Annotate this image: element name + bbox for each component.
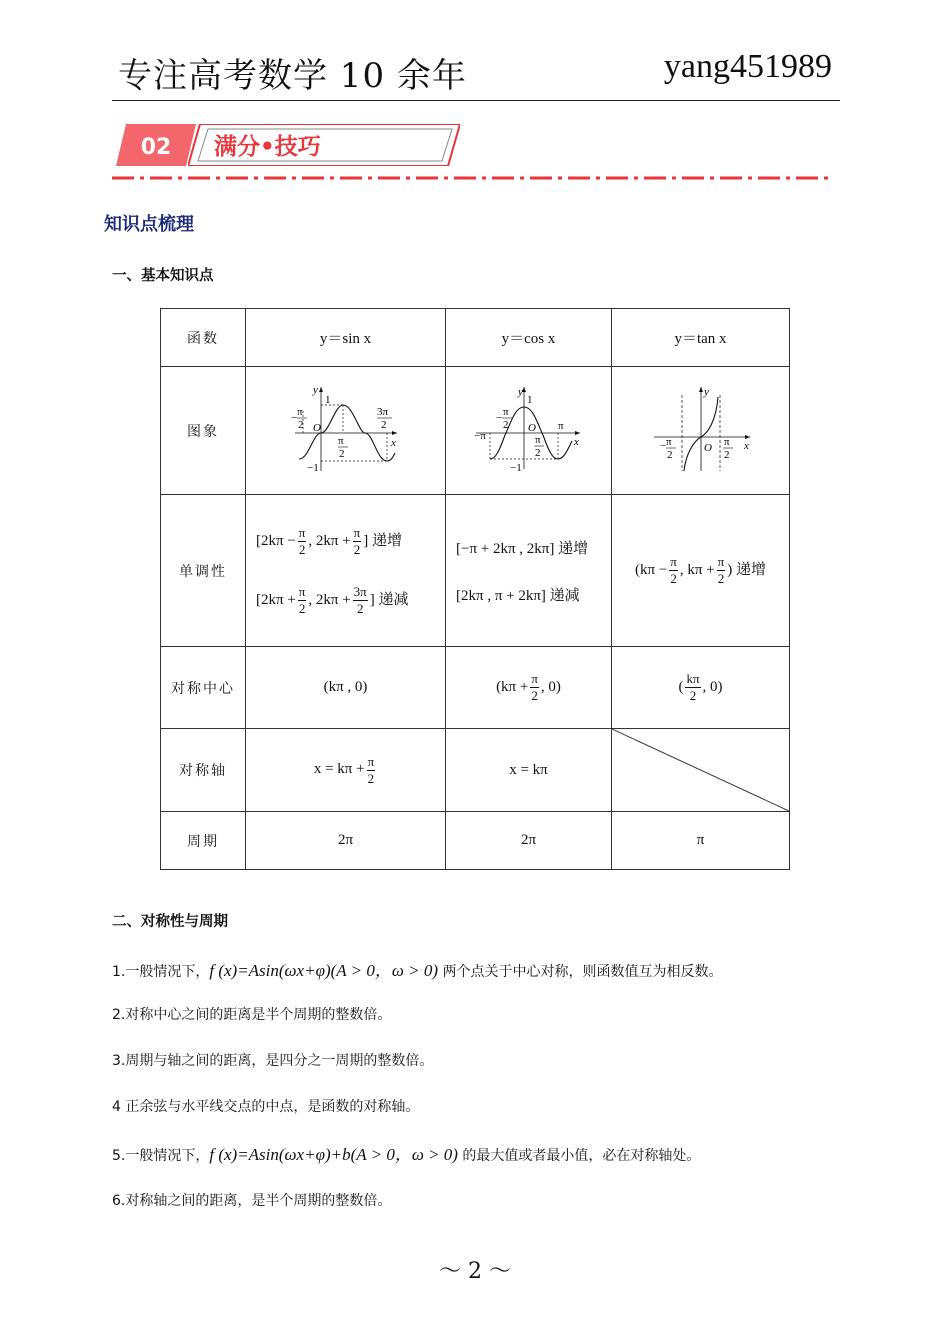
cos-graph-neg-pi: −π [473, 430, 486, 442]
sin-graph-y: y [312, 384, 318, 396]
tan-increasing: (kπ − $\frac{\pi}{2}$ , kπ + $\frac{\pi}{2}$ ) 递增 [635, 554, 766, 586]
row-label-axis: 对称轴 [161, 729, 246, 812]
sin-graph-origin: O [312, 422, 321, 434]
sin-axis: x = kπ + $\frac{\pi}{2}$ [313, 753, 375, 786]
sin-graph-neg-sign: − [290, 412, 297, 424]
row-label-monotonic: 单调性 [161, 495, 246, 647]
cos-graph-half-pi: π [534, 434, 541, 446]
cos-period: 2π [446, 812, 612, 870]
paragraph-3: 3.周期与轴之间的距离，是四分之一周期的整数倍。 [112, 1053, 434, 1069]
header-cell-function: 函数 [161, 309, 246, 367]
sin-graph-two: 2 [338, 448, 344, 460]
sin-period: 2π [246, 812, 446, 870]
tan-graph-cell [612, 367, 790, 495]
header-cell-sin: y＝sin x [246, 309, 446, 367]
sin-decreasing: [2kπ + $\frac{\pi}{2}$ , 2kπ + $\frac{3\pi}{2}$ ] 递减 [256, 583, 409, 616]
cos-graph-origin: O [527, 422, 536, 434]
tan-center: ( $\frac{k\pi}{2}$ , 0) [678, 671, 723, 703]
tan-graph-origin: O [703, 442, 712, 454]
tan-period: π [612, 812, 790, 870]
sin-graph [291, 381, 401, 476]
sin-axis-cell [246, 729, 446, 812]
cos-graph-half-neg-pi: π [502, 406, 509, 418]
sin-graph-one: 1 [324, 394, 330, 406]
tan-graph-neg-two: 2 [666, 449, 672, 461]
paragraph-2: 2.对称中心之间的距离是半个周期的整数倍。 [112, 1007, 392, 1023]
cos-graph-half-two: 2 [534, 447, 540, 459]
cos-graph-x: x [573, 436, 579, 448]
sin-graph-three-pi: 3π [376, 406, 388, 418]
section-title: 知识点梳理 [104, 214, 194, 235]
badge-number: 02 [140, 135, 172, 160]
subsection-title-2: 二、对称性与周期 [112, 914, 228, 930]
header-right-text: yang451989 [663, 48, 832, 85]
tan-axis-cell [612, 729, 790, 812]
page-number: ～ 2 ～ [439, 1259, 511, 1284]
row-label-center: 对称中心 [161, 647, 246, 729]
row-label-period: 周期 [161, 812, 246, 870]
tan-graph [646, 381, 756, 476]
sin-graph-neg-one: −1 [306, 462, 319, 474]
cos-graph-neg-one: −1 [509, 462, 522, 474]
badge-number-shape [116, 124, 196, 166]
sin-graph-pi: π [337, 435, 344, 447]
sin-graph-three-two: 2 [380, 419, 386, 431]
trig-table [160, 308, 790, 870]
header-cell-cos: y＝cos x [446, 309, 612, 367]
tan-graph-neg-sign: − [659, 440, 666, 452]
cos-graph-y: y [517, 386, 523, 398]
sin-center: (kπ , 0) [246, 647, 446, 729]
cos-center: (kπ + $\frac{\pi}{2}$ , 0) [496, 671, 561, 703]
tan-monotonic-cell [612, 495, 790, 647]
cos-decreasing: [2kπ , π + 2kπ] 递减 [456, 587, 580, 604]
cos-graph-one: 1 [526, 394, 532, 406]
sin-graph-neg-two: 2 [297, 419, 303, 431]
sin-graph-cell [246, 367, 446, 495]
cos-graph-cell [446, 367, 612, 495]
paragraph-6: 6.对称轴之间的距离，是半个周期的整数倍。 [112, 1193, 392, 1209]
sin-monotonic-cell [246, 495, 446, 647]
header-cell-tan: y＝tan x [612, 309, 790, 367]
tan-graph-x: x [743, 440, 749, 452]
tan-graph-neg-pi: π [665, 436, 672, 448]
tan-center-cell [612, 647, 790, 729]
subsection-title-1: 一、基本知识点 [112, 268, 214, 284]
tan-graph-pi: π [723, 436, 730, 448]
sin-graph-neg-pi: π [296, 406, 303, 418]
cos-graph [474, 381, 584, 476]
page-header [112, 48, 840, 101]
cos-monotonic-cell [446, 495, 612, 647]
tan-axis-diagonal [612, 729, 789, 811]
cos-center-cell [446, 647, 612, 729]
cos-axis: x = kπ [446, 729, 612, 812]
cos-increasing: [−π + 2kπ , 2kπ] 递增 [456, 540, 589, 557]
sin-increasing: [2kπ − $\frac{\pi}{2}$ , 2kπ + $\frac{\pi}{2}$ ] 递增 [256, 524, 402, 557]
cos-graph-pi: π [557, 420, 564, 432]
sin-graph-x: x [390, 437, 396, 449]
paragraph-4: 4 正余弦与水平线交点的中点，是函数的对称轴。 [112, 1099, 420, 1115]
paragraph-1: 1.一般情况下，f (x)=Asin(ωx+φ)(A > 0，ω > 0) 两个点关于中心对称，则函数值互为相反数。 [112, 961, 723, 980]
badge-title: 满分•技巧 [214, 134, 321, 160]
header-left-text: 专注高考数学 10 余年 [118, 56, 467, 96]
row-label-graph: 图象 [161, 367, 246, 495]
cos-graph-half-neg-two: 2 [502, 419, 508, 431]
cos-graph-neg-sign: − [495, 412, 502, 424]
tan-graph-two: 2 [723, 449, 729, 461]
paragraph-5: 5.一般情况下，f (x)=Asin(ωx+φ)+b(A > 0，ω > 0) 的最大值或者最小值，必在对称轴处。 [112, 1145, 701, 1164]
section-divider [112, 175, 832, 181]
badge-title-shape [188, 124, 460, 166]
tan-graph-y: y [703, 386, 709, 398]
